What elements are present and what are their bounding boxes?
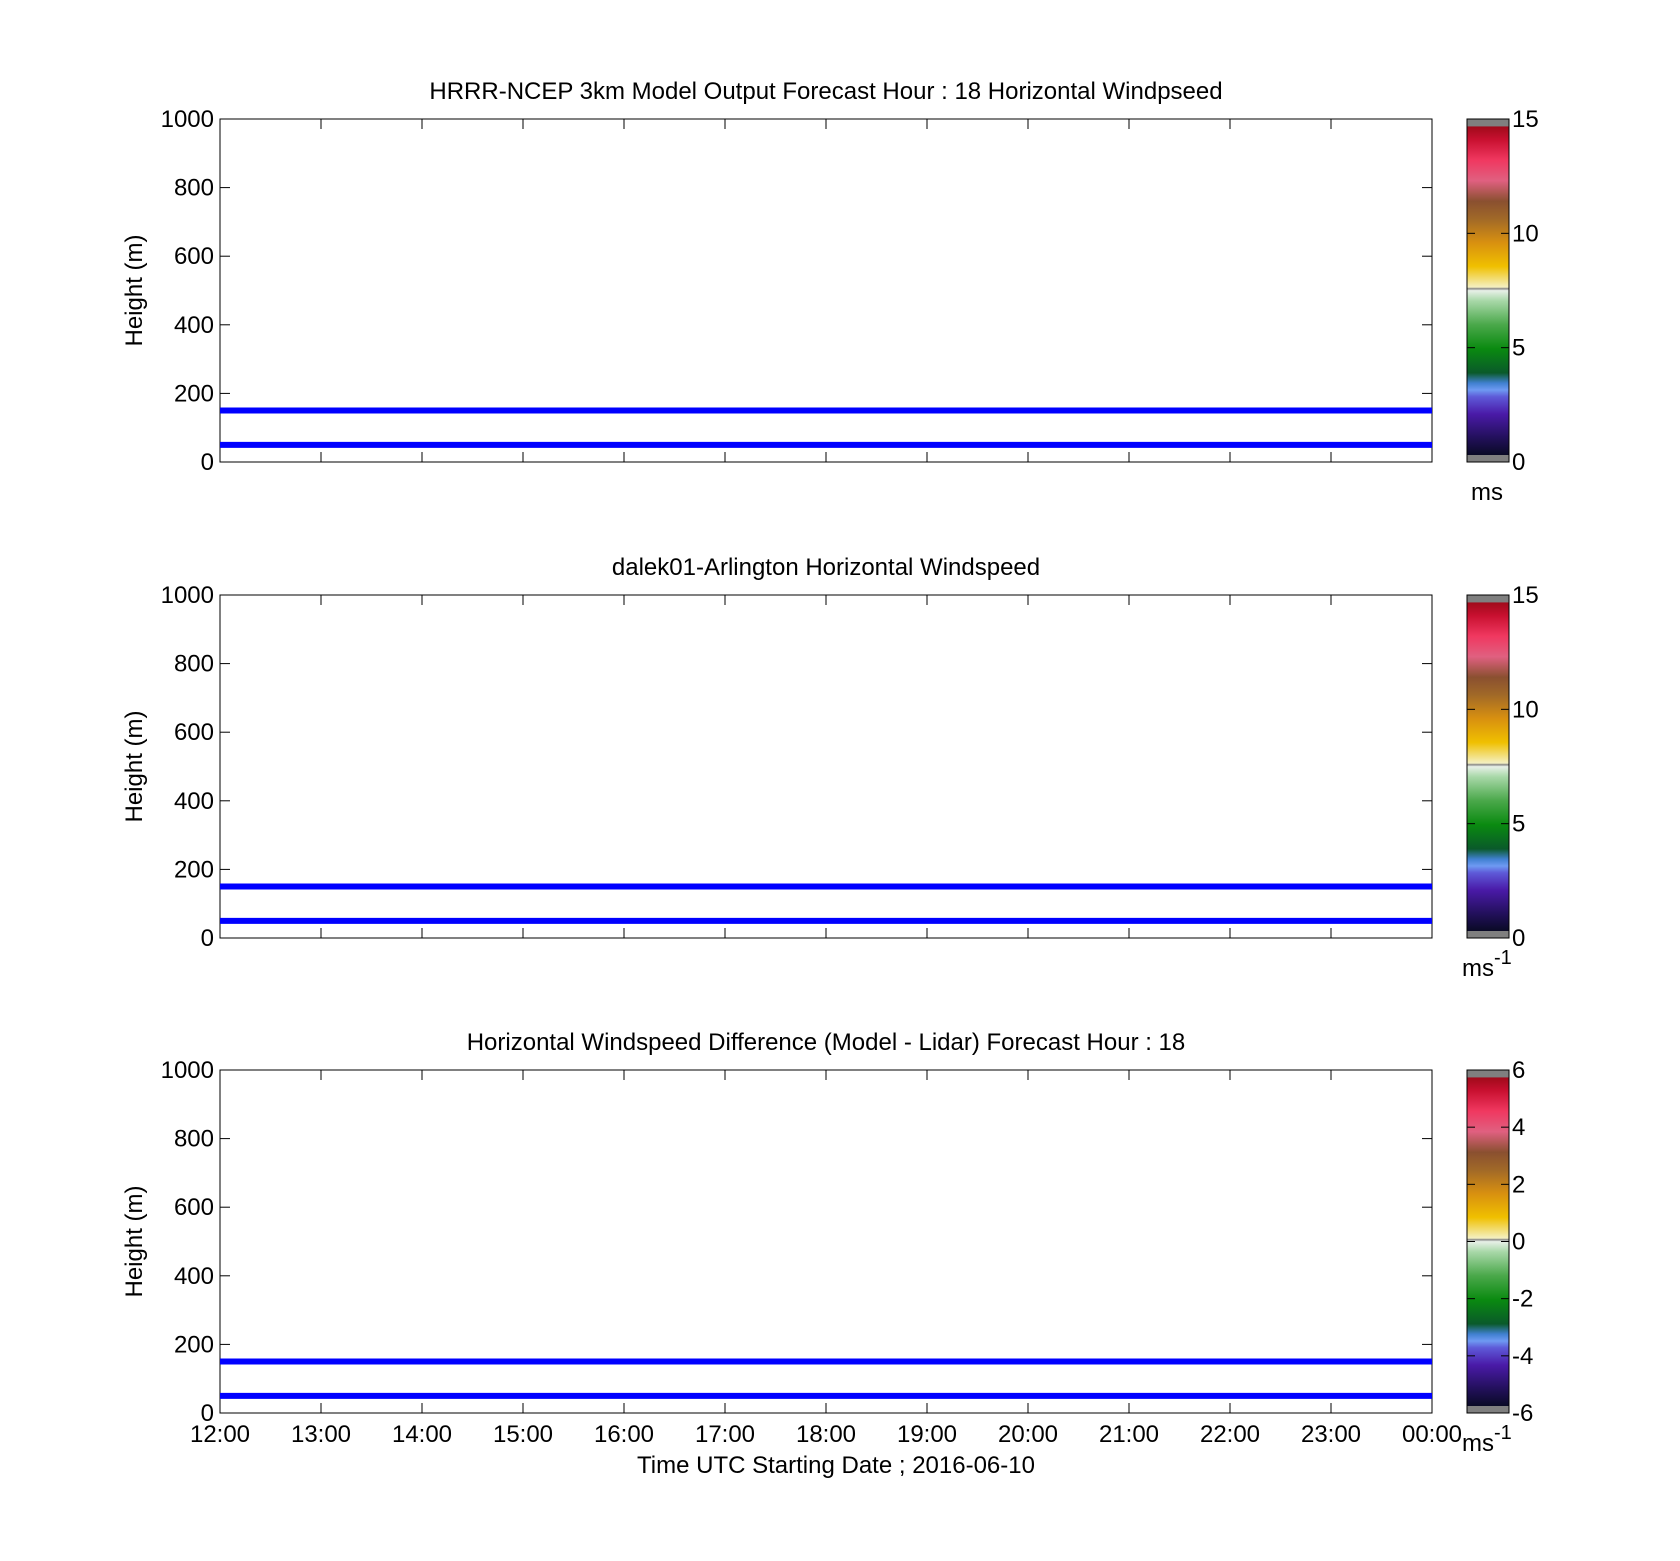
colorbar-tick-label: -4 — [1512, 1342, 1534, 1370]
chart-panel-2 — [121, 554, 1539, 982]
x-tick-label: 15:00 — [492, 1421, 554, 1448]
colorbar-unit — [1462, 1422, 1512, 1457]
colorbar-unit — [1471, 479, 1503, 506]
y-tick-label: 200 — [173, 1331, 214, 1359]
colorbar-tick-label: -2 — [1512, 1285, 1534, 1313]
chart-panel-1 — [121, 78, 1539, 506]
y-axis-label: Height (m) — [121, 234, 148, 347]
colorbar-unit-base: ms — [1462, 1430, 1494, 1457]
x-tick-label: 23:00 — [1300, 1421, 1362, 1448]
colorbar-tick-label: 2 — [1512, 1171, 1526, 1199]
y-tick-label: 800 — [173, 1125, 214, 1153]
x-tick-label: 12:00 — [189, 1421, 251, 1448]
y-tick-label: 400 — [173, 787, 214, 815]
x-tick-label: 18:00 — [795, 1421, 857, 1448]
y-tick-label: 400 — [173, 311, 214, 339]
y-tick-label: 200 — [173, 856, 214, 884]
y-tick-label: 600 — [173, 243, 214, 271]
colorbar-unit-base: ms — [1462, 955, 1494, 982]
y-tick-label: 800 — [173, 174, 214, 202]
x-tick-label: 13:00 — [290, 1421, 352, 1448]
y-tick-label: 800 — [173, 650, 214, 678]
colorbar-unit — [1462, 947, 1512, 982]
x-tick-label: 14:00 — [391, 1421, 453, 1448]
chart-panel-3 — [121, 1029, 1533, 1479]
x-tick-label: 16:00 — [593, 1421, 655, 1448]
y-tick-label: 600 — [173, 1194, 214, 1222]
colorbar — [1467, 595, 1509, 938]
y-tick-label: 0 — [200, 1400, 214, 1427]
x-tick-label: 00:00 — [1401, 1421, 1463, 1448]
y-tick-label: 600 — [173, 719, 214, 747]
y-tick-label: 1000 — [160, 106, 214, 133]
y-tick-label: 0 — [200, 449, 214, 476]
colorbar-tick-label: -6 — [1512, 1400, 1534, 1427]
colorbar-tick-label: 0 — [1512, 1228, 1526, 1256]
colorbar — [1467, 119, 1509, 462]
x-tick-label: 19:00 — [896, 1421, 958, 1448]
y-tick-label: 0 — [200, 925, 214, 952]
x-tick-label: 20:00 — [997, 1421, 1059, 1448]
colorbar-tick-label: 10 — [1512, 696, 1539, 724]
x-tick-label: 17:00 — [694, 1421, 756, 1448]
colorbar-unit-exponent: -1 — [1494, 1422, 1512, 1444]
colorbar-tick-label: 15 — [1512, 106, 1539, 133]
y-tick-label: 1000 — [160, 1057, 214, 1084]
colorbar-tick-label: 0 — [1512, 925, 1526, 952]
colorbar-tick-label: 10 — [1512, 220, 1539, 248]
y-tick-label: 200 — [173, 380, 214, 408]
chart-title: Horizontal Windspeed Difference (Model - Lidar) Forecast Hour : 18 — [466, 1029, 1186, 1056]
x-axis-label: Time UTC Starting Date ; 2016-06-10 — [637, 1452, 1035, 1479]
colorbar-tick-label: 5 — [1512, 810, 1526, 838]
x-tick-label: 21:00 — [1098, 1421, 1160, 1448]
colorbar-tick-label: 6 — [1512, 1057, 1526, 1084]
chart-title: HRRR-NCEP 3km Model Output Forecast Hour : 18 Horizontal Windpseed — [429, 78, 1223, 105]
colorbar-tick-label: 5 — [1512, 334, 1526, 362]
y-axis-label: Height (m) — [121, 1185, 148, 1298]
y-tick-label: 400 — [173, 1262, 214, 1290]
colorbar-unit-base: ms — [1471, 479, 1503, 506]
y-axis-label: Height (m) — [121, 710, 148, 823]
chart-title: dalek01-Arlington Horizontal Windspeed — [611, 554, 1041, 581]
colorbar-tick-label: 4 — [1512, 1114, 1526, 1142]
colorbar-tick-label: 15 — [1512, 582, 1539, 609]
x-tick-label: 22:00 — [1199, 1421, 1261, 1448]
colorbar-unit-exponent: -1 — [1494, 947, 1512, 969]
colorbar-tick-label: 0 — [1512, 449, 1526, 476]
y-tick-label: 1000 — [160, 582, 214, 609]
